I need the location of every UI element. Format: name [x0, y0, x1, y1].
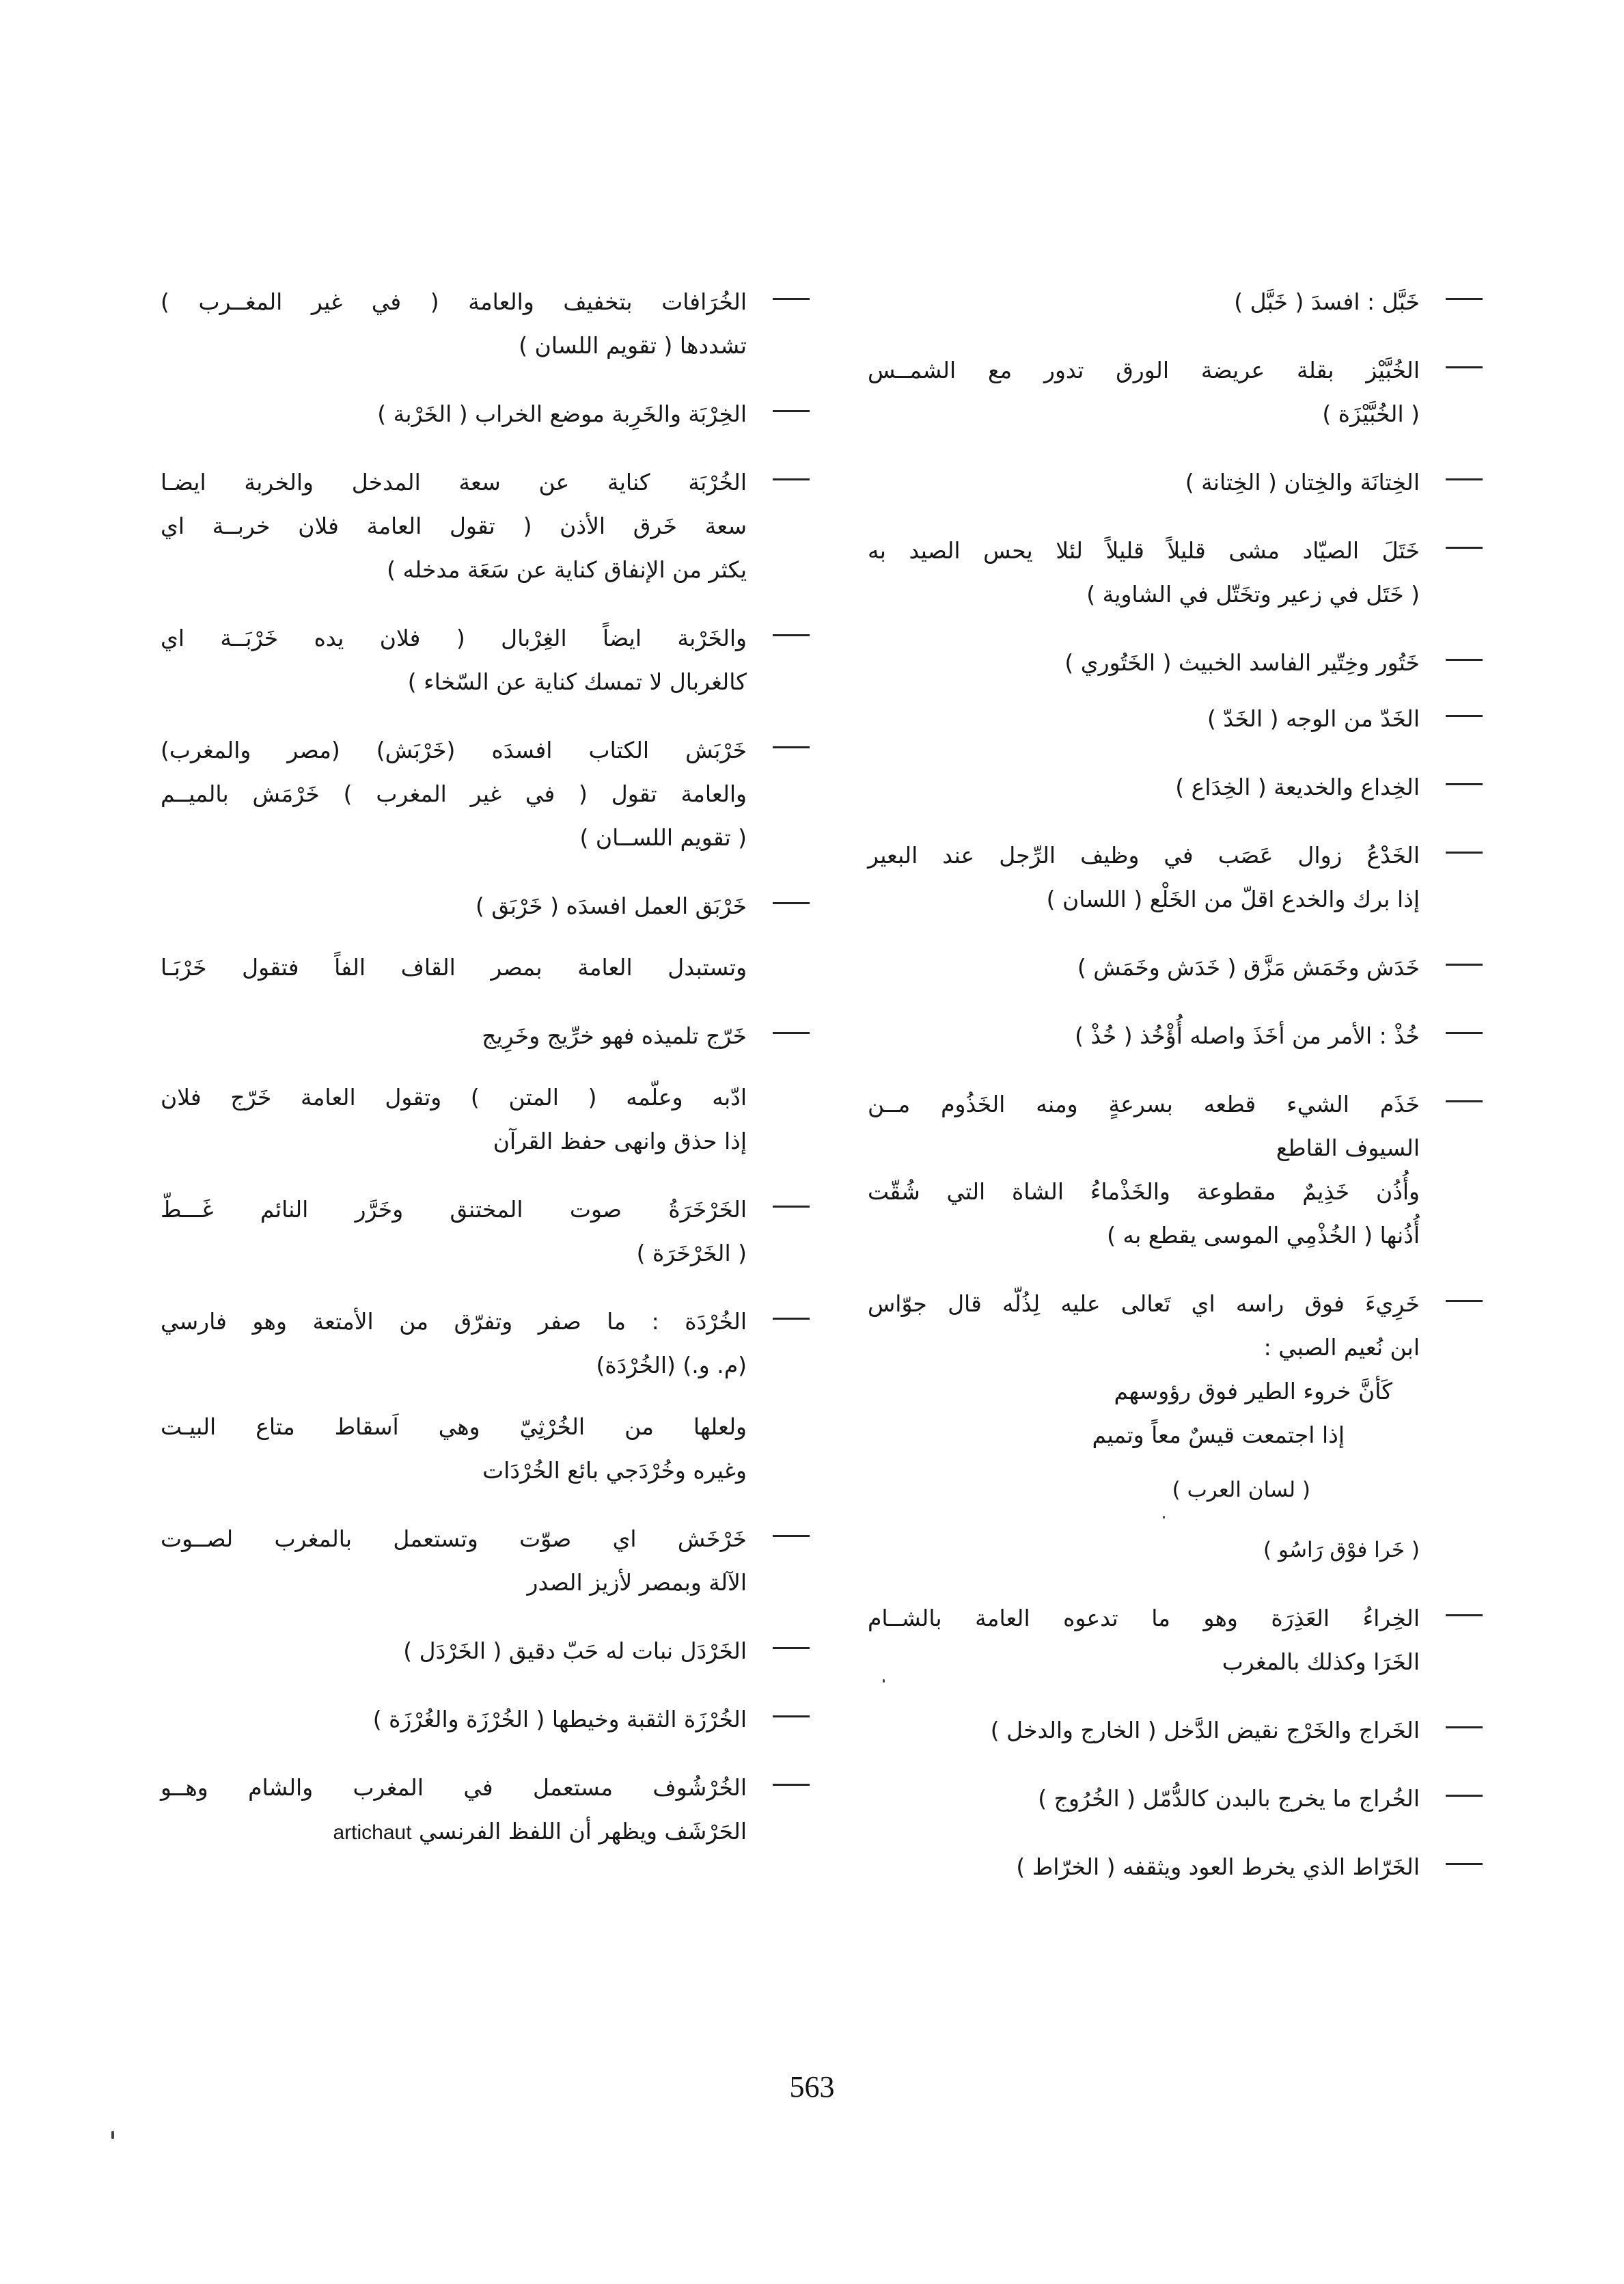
entry-line: وغيره وخُرْدَجي بائع الخُرْدَات: [482, 1457, 747, 1484]
entry-dash: [1446, 1795, 1483, 1797]
dictionary-entry: [161, 884, 810, 928]
entry-dash: [1446, 964, 1483, 966]
dictionary-entry: [161, 1014, 810, 1058]
entry-dash: [1446, 1863, 1483, 1865]
dictionary-entry: [868, 1596, 1483, 1684]
dictionary-entry: [868, 1282, 1483, 1572]
entry-line: خَرْبَش الكتاب افسدَه (خَرْبَش) (مصر والمغرب): [161, 737, 747, 763]
entry-line: الخَرّاط الذي يخرط العود ويثقفه ( الخرّاط ): [1016, 1853, 1420, 1880]
entry-line: كالغربال لا تمسك كناية عن السّخاء ): [407, 668, 747, 695]
entry-dash: [773, 1784, 810, 1786]
dictionary-entry: [868, 765, 1483, 809]
entry-dash: [773, 902, 810, 904]
entry-dash: [1446, 1100, 1483, 1102]
entry-line: الخُرَافات بتخفيف والعامة ( في غير المغــرب ): [161, 288, 747, 315]
entry-dash: [1446, 1614, 1483, 1616]
entry-dash: [773, 410, 810, 412]
scan-speck: [111, 2131, 114, 2139]
entry-line: الخُرْزَة الثقبة وخيطها ( الخُرْزَة والغُرْزَة ): [372, 1706, 747, 1732]
entry-line: الخَدْعُ زوال عَصَب في وظيف الرِّجل عند البعير: [868, 842, 1420, 869]
dictionary-entry: [868, 1083, 1483, 1257]
entry-line: تشددها ( تقويم اللسان ): [519, 332, 747, 359]
dictionary-entry: [868, 349, 1483, 436]
entry-dash: [1446, 852, 1483, 854]
entry-dash: [773, 1647, 810, 1649]
entry-line: خَتَلَ الصيّاد مشى قليلاً قليلاً لئلا يحس الصيد به: [868, 537, 1420, 564]
dictionary-entry: [161, 392, 810, 436]
entry-dash: [773, 1715, 810, 1717]
right-column: [868, 280, 1483, 1914]
entry-line: الخَرْخَرَةُ صوت المختنق وخَرَّر النائم غَـــطّ: [161, 1196, 747, 1223]
dictionary-entry: [161, 1629, 810, 1673]
entry-line: خَرّج تلميذه فهو خرِّيج وخَرِيج: [482, 1022, 747, 1049]
entry-continuation: [161, 1076, 810, 1163]
entry-line: الخَدّ من الوجه ( الخَدّ ): [1207, 705, 1420, 732]
page-number: 563: [789, 2070, 835, 2104]
dictionary-entry: [868, 461, 1483, 504]
dictionary-entry: [161, 280, 810, 368]
dictionary-entry: [161, 616, 810, 704]
entry-line: ( تقويم اللســان ): [579, 824, 747, 851]
entry-line: خَرْخَش اي صوّت وتستعمل بالمغرب لصــوت: [161, 1525, 747, 1552]
dictionary-entry: [868, 529, 1483, 616]
entry-dash: [773, 746, 810, 748]
dictionary-entry: [161, 461, 810, 592]
entry-dash: [773, 1535, 810, 1537]
entry-line: الخِراءُ العَذِرَة وهو ما تدعوه العامة بالشــام: [868, 1605, 1420, 1631]
entry-line: الخَرْدَل نبات له حَبّ دقيق ( الخَرْدَل ): [403, 1637, 747, 1664]
entry-line: والخَرْبة ايضاً الغِرْبال ( فلان يده خَرْبَــة اي: [161, 625, 747, 651]
entry-dash: [773, 1318, 810, 1320]
entry-line: سعة خَرق الأذن ( تقول العامة فلان خربــة اي: [161, 513, 747, 539]
entry-line: الخُراج ما يخرج بالبدن كالدُّمّل ( الخُرُوج ): [1038, 1785, 1420, 1812]
left-column: [161, 280, 810, 1879]
entry-dash: [773, 634, 810, 636]
entry-dash: [773, 1032, 810, 1034]
entry-line: الخِتانَة والخِتان ( الخِتانة ): [1185, 469, 1420, 495]
dictionary-entry: [868, 946, 1483, 990]
entry-line: (م. و.) (الخُرْدَة): [596, 1352, 747, 1378]
entry-dash: [1446, 298, 1483, 300]
dictionary-entry: [161, 1517, 810, 1605]
entry-dash: [1446, 783, 1483, 785]
entry-line: يكثر من الإنفاق كناية عن سَعَة مدخله ): [387, 556, 747, 583]
dictionary-entry: [161, 1188, 810, 1275]
entry-line: إذا حذق وانهى حفظ القرآن: [493, 1128, 747, 1154]
entry-line: وتستبدل العامة بمصر القاف الفاً فتقول خَرْبَـا: [161, 954, 747, 981]
entry-line: الآلة وبمصر لأزيز الصدر: [527, 1569, 747, 1596]
entry-line: خَرِيءَ فوق راسه اي تَعالى عليه لِذُلّه قال جوّاس: [868, 1290, 1420, 1317]
dictionary-entry: [161, 729, 810, 860]
entry-dash: [773, 298, 810, 300]
entry-line: والعامة تقول ( في غير المغرب ) خَرْمَش بالميــم: [161, 780, 747, 807]
entry-line: ( الخَرْخَرَة ): [636, 1240, 747, 1266]
entry-dash: [1446, 1032, 1483, 1034]
entry-line: الخُبَّيْز بقلة عريضة الورق تدور مع الشمــس: [868, 357, 1420, 383]
entry-dash: [773, 1206, 810, 1208]
dictionary-entry: [161, 1766, 810, 1855]
entry-dash: [1446, 547, 1483, 549]
entry-line: الخِرْبَة والخَرِبة موضع الخراب ( الخَرْبة ): [377, 400, 747, 427]
entry-line: الخَراج والخَرْج نقيض الدَّخل ( الخارج والدخل ): [990, 1717, 1420, 1743]
entry-dash: [1446, 659, 1483, 661]
entry-dash: [1446, 715, 1483, 717]
entry-line: الخِداع والخديعة ( الخِدَاع ): [1175, 774, 1420, 800]
source-citation: ( لسان العرب ): [1172, 1478, 1310, 1502]
dictionary-entry: [868, 1845, 1483, 1889]
dictionary-entry: [868, 834, 1483, 921]
entry-line: إذا برك والخدع اقلّ من الخَلْع ( اللسان ): [1046, 886, 1420, 912]
dictionary-entry: [161, 1300, 810, 1387]
entry-line: ولعلها من الخُرْثِيّ وهي اَسقاط متاع البيـت: [161, 1413, 747, 1440]
entry-line: السيوف القاطع: [1276, 1134, 1420, 1161]
dictionary-entry: [161, 1698, 810, 1741]
entry-dash: [1446, 478, 1483, 480]
entry-line: خُذْ : الأمر من أخَذَ واصله أُؤْخُذ ( خُذْ ): [1075, 1022, 1420, 1049]
entry-line: الخُرْبَة كناية عن سعة المدخل والخربة ايضـا: [161, 469, 747, 495]
entry-line: الخُرْشُوف مستعمل في المغرب والشام وهــو: [161, 1774, 747, 1801]
entry-line: الخُرْدَة : ما صفر وتفرّق من الأمتعة وهو فارسي: [161, 1308, 747, 1335]
verse-line: كَأنَّ خروء الطير فوق رؤوسهم: [1114, 1378, 1392, 1404]
entry-line: الخَرَا وكذلك بالمغرب: [1222, 1648, 1420, 1675]
entry-line: خَدَش وخَمَش مَزَّق ( خَدَش وخَمَش ): [1077, 954, 1420, 981]
entry-line: ادّبه وعلّمه ( المتن ) وتقول العامة خَرّج فلان: [161, 1084, 747, 1111]
entry-line: خَتُور وخِتّير الفاسد الخبيث ( الخَتُوري ): [1064, 649, 1420, 676]
entry-line: ابن نُعيم الصبي :: [1263, 1334, 1420, 1361]
entry-dash: [1446, 1726, 1483, 1728]
dialect-note: ( خَرا فوْق رَاسُو ): [1263, 1538, 1420, 1562]
entry-line: خَبَّل : افسدَ ( خَبَّل ): [1234, 288, 1420, 315]
dictionary-entry: [868, 641, 1483, 685]
entry-continuation: [161, 946, 810, 990]
entry-line: خَرْبَق العمل افسدَه ( خَرْبَق ): [475, 893, 747, 919]
dictionary-entry: [868, 280, 1483, 324]
dictionary-entry: [868, 1709, 1483, 1752]
entry-line: أُذُنها ( الخُذْمِي الموسى يقطع به ): [1107, 1222, 1420, 1249]
dictionary-entry: [868, 1014, 1483, 1058]
entry-continuation: [161, 1405, 810, 1493]
entry-line: ( الخُبَّيْزَة ): [1322, 400, 1420, 427]
scan-speck: [1163, 1516, 1165, 1519]
entry-dash: [1446, 366, 1483, 368]
entry-line: خَذَم الشيء قطعه بسرعةٍ ومنه الخَذُوم مــن: [868, 1091, 1420, 1117]
entry-dash: [1446, 1300, 1483, 1302]
scan-speck: [883, 1679, 885, 1683]
entry-dash: [773, 478, 810, 480]
entry-line: ( خَتَل في زعير وتخَتّل في الشاوية ): [1086, 581, 1420, 608]
dictionary-entry: [868, 1777, 1483, 1821]
entry-line: الحَرْشَف ويظهر أن اللفظ الفرنسي artichaut: [333, 1818, 747, 1845]
entry-latin-term: artichaut: [333, 1821, 412, 1844]
verse-line: إذا اجتمعت قيسٌ معاً وتميم: [1092, 1422, 1345, 1448]
dictionary-entry: [868, 697, 1483, 741]
entry-line: وأُذُن خَذِيمٌ مقطوعة والخَذْماءُ الشاة التي شُقّت: [868, 1178, 1420, 1205]
